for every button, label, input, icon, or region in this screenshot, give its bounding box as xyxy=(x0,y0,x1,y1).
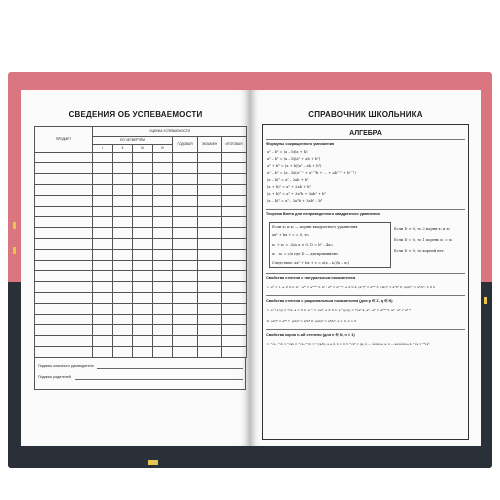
section-title: АЛГЕБРА xyxy=(349,130,382,137)
grade-cell xyxy=(133,195,153,206)
natural-title: Свойства степени с натуральным показателем xyxy=(266,276,356,280)
formula: 1. a^(1/q) = ᵠ√a, a > 0 2. a⁻ⁿ = 1/aⁿ, a ≠ 0 3. a^(p/q) = ᵠ√aᵖ 4. aᵖ · aᵠ = aᵖ⁺ᵠ 5. aᵖ : aᵠ = aᵖ⁻ᵠ xyxy=(267,308,412,312)
grade-cell xyxy=(35,260,93,271)
grade-cell xyxy=(133,325,153,336)
cover-decoration xyxy=(484,297,487,304)
vieta-title: Теорема Виета для неприведенного квадратного уравнения xyxy=(266,212,380,216)
grade-cell xyxy=(113,174,133,185)
quarter-1-header: I xyxy=(93,145,113,153)
grade-cell xyxy=(133,206,153,217)
grade-cell xyxy=(35,217,93,228)
grade-cell xyxy=(93,303,113,314)
grade-cell xyxy=(35,314,93,325)
exam-header: ЭКЗАМЕН xyxy=(198,136,222,152)
grade-cell xyxy=(35,206,93,217)
grade-cell xyxy=(133,271,153,282)
grade-cell xyxy=(93,163,113,174)
grade-cell xyxy=(222,271,247,282)
grade-cell xyxy=(222,163,247,174)
grades-table xyxy=(34,126,247,358)
formula: Если D > 0, то 2 корня x₁ и x₂ xyxy=(394,227,451,231)
grade-cell xyxy=(113,152,133,163)
grades-table-body xyxy=(35,152,247,357)
grade-cell xyxy=(133,282,153,293)
grade-cell xyxy=(35,249,93,260)
formula: (a – b)² = a² – 2ab + b² xyxy=(267,178,309,182)
formula: (a + b)² = a² + 2ab + b² xyxy=(267,185,311,189)
grade-cell xyxy=(173,293,198,304)
grade-cell xyxy=(113,239,133,250)
grade-cell xyxy=(153,249,173,260)
formula: Если D = 0, то 1 корень x₁ = x₂ xyxy=(394,238,453,242)
grade-cell xyxy=(35,195,93,206)
grade-cell xyxy=(222,185,247,196)
grade-cell xyxy=(198,206,222,217)
formula: a³ + b³ = (a + b)(a² – ab + b²) xyxy=(267,164,322,168)
grade-cell xyxy=(173,282,198,293)
rational-title: Свойства степени с рациональным показателем (для p ∈ Z, q ∈ N) xyxy=(266,299,393,303)
grade-cell xyxy=(198,336,222,347)
grade-cell xyxy=(173,163,198,174)
grade-row xyxy=(35,314,247,325)
grade-row xyxy=(35,347,247,358)
grade-cell xyxy=(153,239,173,250)
grade-cell xyxy=(133,249,153,260)
grade-cell xyxy=(153,325,173,336)
grade-cell xyxy=(153,314,173,325)
grade-cell xyxy=(113,206,133,217)
reference-box xyxy=(262,124,469,440)
page-title: СВЕДЕНИЯ ОБ УСПЕВАЕМОСТИ xyxy=(68,110,203,119)
grade-cell xyxy=(133,314,153,325)
grade-cell xyxy=(222,217,247,228)
grade-cell xyxy=(133,217,153,228)
grade-cell xyxy=(198,239,222,250)
grade-cell xyxy=(93,282,113,293)
grade-cell xyxy=(153,206,173,217)
grade-cell xyxy=(113,260,133,271)
divider xyxy=(266,273,465,274)
grade-cell xyxy=(198,282,222,293)
grade-cell xyxy=(113,228,133,239)
grade-cell xyxy=(113,185,133,196)
cover-decoration xyxy=(13,222,16,229)
grade-cell xyxy=(173,347,198,358)
grade-row xyxy=(35,185,247,196)
grade-cell xyxy=(222,152,247,163)
formula: x₁ + x₂ = –b/a x ≠ 0, D = b² – 4ac, xyxy=(272,243,334,247)
page-title: СПРАВОЧНИК ШКОЛЬНИКА xyxy=(308,110,423,119)
grade-cell xyxy=(113,249,133,260)
grade-cell xyxy=(173,239,198,250)
grade-cell xyxy=(153,336,173,347)
grade-cell xyxy=(222,174,247,185)
grade-cell xyxy=(153,217,173,228)
grade-cell xyxy=(93,336,113,347)
quarter-2-header: II xyxy=(113,145,133,153)
root-title: Свойства корня n-ой степени (для n ∈ N, n > 1) xyxy=(266,333,355,337)
grade-cell xyxy=(133,185,153,196)
grade-row xyxy=(35,174,247,185)
grade-cell xyxy=(222,206,247,217)
grade-cell xyxy=(198,347,222,358)
grades-header: ОЦЕНКА УСПЕВАЕМОСТИ xyxy=(93,127,247,137)
grade-cell xyxy=(173,152,198,163)
grade-cell xyxy=(35,347,93,358)
grade-cell xyxy=(173,195,198,206)
grade-cell xyxy=(198,303,222,314)
grade-cell xyxy=(113,271,133,282)
grade-cell xyxy=(222,293,247,304)
grade-cell xyxy=(198,152,222,163)
grade-cell xyxy=(133,228,153,239)
grade-cell xyxy=(153,271,173,282)
grade-cell xyxy=(173,303,198,314)
formula: a³ – b³ = (a – b)(a² + ab + b²) xyxy=(267,157,321,161)
teacher-signature-line xyxy=(97,368,243,369)
grade-cell xyxy=(35,271,93,282)
grade-cell xyxy=(133,336,153,347)
grade-cell xyxy=(198,217,222,228)
grade-cell xyxy=(93,260,113,271)
grade-cell xyxy=(173,271,198,282)
grade-cell xyxy=(173,325,198,336)
abridged-title: Формулы сокращенного умножения xyxy=(266,142,335,146)
grade-cell xyxy=(173,314,198,325)
grade-cell xyxy=(222,282,247,293)
grade-cell xyxy=(113,325,133,336)
grade-cell xyxy=(198,260,222,271)
grade-cell xyxy=(173,174,198,185)
grade-cell xyxy=(153,174,173,185)
grade-cell xyxy=(198,314,222,325)
grade-cell xyxy=(93,347,113,358)
grade-cell xyxy=(35,185,93,196)
parents-signature-label: Подпись родителей xyxy=(38,375,71,379)
grade-cell xyxy=(113,282,133,293)
grade-cell xyxy=(198,325,222,336)
grade-cell xyxy=(198,293,222,304)
grade-cell xyxy=(198,174,222,185)
formula: 6. (aᵖ)ᵠ = aᵖᵠ 7. (ab)ᵖ = aᵖbᵖ 8. (a/b)ᵖ = aᵖ/bᵖ, a > 0, b > 0 xyxy=(267,319,357,323)
grade-cell xyxy=(133,303,153,314)
grade-cell xyxy=(93,325,113,336)
grade-row xyxy=(35,249,247,260)
grade-cell xyxy=(35,152,93,163)
grade-cell xyxy=(153,152,173,163)
grade-cell xyxy=(173,206,198,217)
grade-cell xyxy=(113,217,133,228)
grade-cell xyxy=(153,282,173,293)
grade-cell xyxy=(113,195,133,206)
grade-cell xyxy=(222,228,247,239)
grade-cell xyxy=(35,336,93,347)
grade-cell xyxy=(93,206,113,217)
formula: (a + b)³ = a³ + 3a²b + 3ab² + b³ xyxy=(267,192,326,196)
grade-cell xyxy=(35,303,93,314)
cover-decoration xyxy=(148,460,158,465)
grade-row xyxy=(35,195,247,206)
quarters-header: ПО ЧЕТВЕРТЯМ xyxy=(93,136,173,145)
grade-cell xyxy=(153,293,173,304)
divider xyxy=(266,329,465,330)
grade-cell xyxy=(35,325,93,336)
formula: Если D < 0, то корней нет. xyxy=(394,249,445,253)
grade-row xyxy=(35,325,247,336)
grade-cell xyxy=(222,303,247,314)
grade-row xyxy=(35,228,247,239)
grade-cell xyxy=(133,239,153,250)
grade-cell xyxy=(133,152,153,163)
grade-row xyxy=(35,239,247,250)
grade-cell xyxy=(93,228,113,239)
grade-cell xyxy=(153,163,173,174)
grade-cell xyxy=(222,336,247,347)
grade-cell xyxy=(35,163,93,174)
grade-cell xyxy=(93,195,113,206)
grade-cell xyxy=(173,249,198,260)
grade-cell xyxy=(198,249,222,260)
formula: x₁ · x₂ = c/a где D — дискриминант. xyxy=(272,252,340,256)
right-page xyxy=(250,90,481,446)
grade-row xyxy=(35,293,247,304)
grade-cell xyxy=(93,239,113,250)
formula: (a – b)³ = a³ – 3a²b + 3ab² – b³ xyxy=(267,199,323,203)
formula: 1. ⁿ√a · ⁿ√b = ⁿ√ab 2. ⁿ√a / ⁿ√b = ⁿ√(a/b), a ≥ 0, b > 0 3. ⁿ√aⁿ = |a|, n — чётное; a, n — нечётное 4. ⁿ√a = ⁿᵏ√aᵏ xyxy=(267,342,430,346)
grade-cell xyxy=(93,271,113,282)
cover-decoration xyxy=(13,247,16,254)
grade-row xyxy=(35,336,247,347)
grade-row xyxy=(35,206,247,217)
grade-cell xyxy=(35,282,93,293)
grade-row xyxy=(35,303,247,314)
teacher-signature-label: Подпись классного руководителя xyxy=(38,364,94,368)
grade-cell xyxy=(93,293,113,304)
grade-cell xyxy=(93,314,113,325)
grade-cell xyxy=(93,152,113,163)
formula: aⁿ – bⁿ = (a – b)(aⁿ⁻¹ + aⁿ⁻²b + … + abⁿ⁻² + bⁿ⁻¹) xyxy=(267,171,356,175)
grade-cell xyxy=(35,239,93,250)
subject-header: ПРЕДМЕТ xyxy=(35,127,93,153)
grade-cell xyxy=(113,347,133,358)
grade-row xyxy=(35,271,247,282)
grade-cell xyxy=(133,174,153,185)
quarter-4-header: IV xyxy=(153,145,173,153)
grade-cell xyxy=(35,228,93,239)
grade-row xyxy=(35,260,247,271)
grade-cell xyxy=(133,293,153,304)
grade-cell xyxy=(93,249,113,260)
grade-cell xyxy=(133,163,153,174)
grade-cell xyxy=(113,303,133,314)
formula: 1. a⁰ = 1, a ≠ 0 2. aⁿ · aᵐ = aⁿ⁺ᵐ 3. aⁿ : aᵐ = aⁿ⁻ᵐ, a ≠ 0 4. (aⁿ)ᵐ = aⁿᵐ 5. (ab)ⁿ = aⁿbⁿ 6. (a/b)ⁿ = aⁿ/bⁿ, b ≠ 0 xyxy=(267,285,436,289)
divider xyxy=(266,295,465,296)
grade-cell xyxy=(173,228,198,239)
grade-row xyxy=(35,282,247,293)
formula: Если x₁ и x₂ — корни квадратного уравнения xyxy=(272,225,358,229)
grade-cell xyxy=(198,185,222,196)
grade-cell xyxy=(198,271,222,282)
grade-cell xyxy=(113,314,133,325)
grade-cell xyxy=(153,185,173,196)
grade-cell xyxy=(222,260,247,271)
grade-row xyxy=(35,152,247,163)
grade-cell xyxy=(93,174,113,185)
grade-cell xyxy=(173,336,198,347)
grade-cell xyxy=(222,347,247,358)
grade-cell xyxy=(222,314,247,325)
grade-cell xyxy=(153,260,173,271)
grade-cell xyxy=(133,260,153,271)
grade-cell xyxy=(153,303,173,314)
grade-cell xyxy=(113,293,133,304)
grade-cell xyxy=(93,185,113,196)
grade-cell xyxy=(153,347,173,358)
quarter-3-header: III xyxy=(133,145,153,153)
grade-cell xyxy=(198,163,222,174)
grade-cell xyxy=(222,249,247,260)
formula: Следствие: ax² + bx + c = a(x – x₁)(x – x₂) xyxy=(272,261,350,265)
grade-cell xyxy=(113,163,133,174)
divider xyxy=(266,139,465,140)
formula: ax² + bx + c = 0, то xyxy=(272,233,309,237)
grade-cell xyxy=(173,185,198,196)
grade-cell xyxy=(35,174,93,185)
grade-cell xyxy=(113,336,133,347)
grade-cell xyxy=(222,195,247,206)
grade-row xyxy=(35,217,247,228)
divider xyxy=(266,209,465,210)
parents-signature-line xyxy=(75,379,243,380)
grade-cell xyxy=(222,325,247,336)
formula: a² – b² = (a – b)(a + b) xyxy=(267,150,308,154)
grade-cell xyxy=(35,293,93,304)
grade-cell xyxy=(173,217,198,228)
grade-row xyxy=(35,163,247,174)
grade-cell xyxy=(153,228,173,239)
grade-cell xyxy=(153,195,173,206)
grade-cell xyxy=(198,195,222,206)
grade-cell xyxy=(173,260,198,271)
grade-cell xyxy=(133,347,153,358)
grade-cell xyxy=(198,228,222,239)
signature-block xyxy=(34,358,246,390)
grade-cell xyxy=(93,217,113,228)
final-header: ИТОГОВАЯ xyxy=(222,136,247,152)
grade-cell xyxy=(222,239,247,250)
annual-header: ГОДОВАЯ xyxy=(173,136,198,152)
